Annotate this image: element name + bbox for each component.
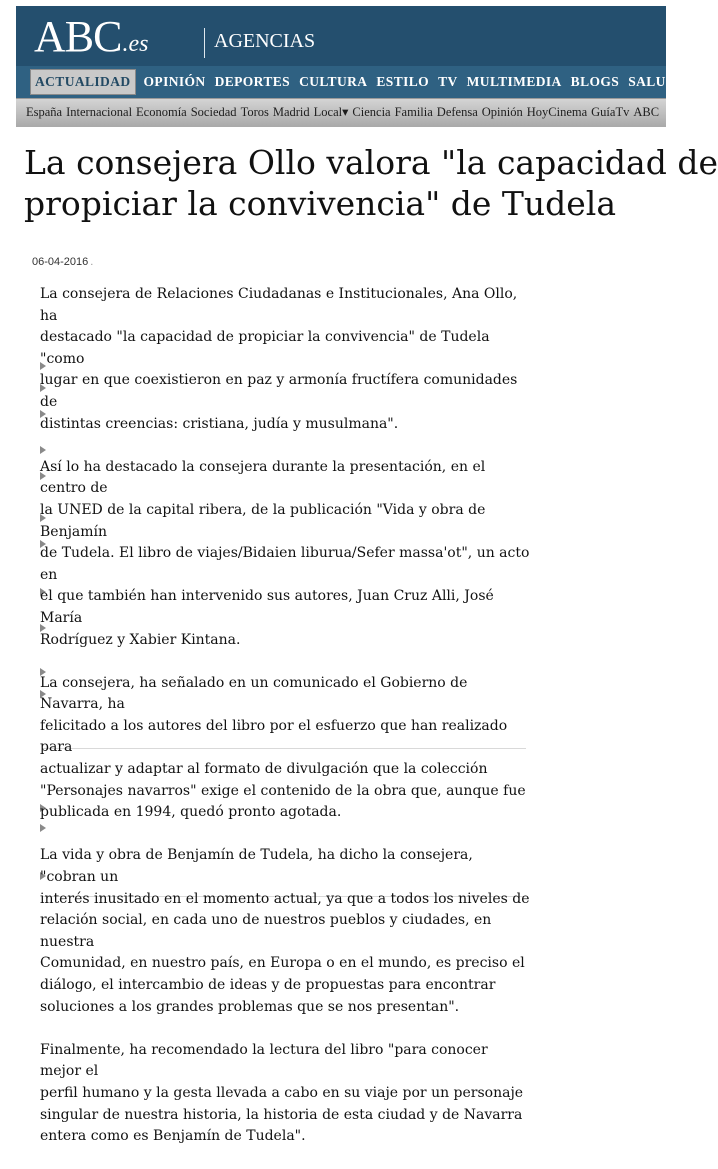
article-title [24,142,718,224]
article-date-value: 06-04-2016 [32,256,89,268]
text-line: de Tudela. El libro de viajes/Bidaien liburua/Sefer massa'ot", un acto en [40,545,530,583]
subnav-item-opinion[interactable]: Opinión [481,105,523,119]
text-line: Así lo ha destacado la consejera durante la presentación, en el centro de [40,458,486,497]
nav-item-opinion[interactable]: OPINIÓN [143,74,206,89]
text-line: relación social, en cada uno de nuestros pueblos y ciudades, en nuestra [40,912,492,950]
article-title-line-1: La consejera Ollo valora "la capacidad de [24,143,718,182]
subnav-item-sociedad[interactable]: Sociedad [190,105,237,119]
nav-item-deportes[interactable]: DEPORTES [214,74,291,89]
nav-item-cultura[interactable]: CULTURA [299,74,368,89]
text-line: actualizar y adaptar al formato de divulgación que la colección [40,761,488,778]
text-line: Comunidad, en nuestro país, en Europa o en el mundo, es preciso el [40,955,525,972]
subnav-item-madrid[interactable]: Madrid [272,105,310,119]
article-paragraph [40,673,530,824]
article-paragraph [40,284,530,435]
nav-item-actualidad[interactable]: ACTUALIDAD [30,69,136,95]
main-nav [16,66,705,98]
nav-item-salud[interactable]: SALUD [628,74,676,89]
header-divider [204,28,205,58]
subnav-item-abc[interactable]: ABC [633,105,660,119]
section-title[interactable]: AGENCIAS [214,30,316,52]
subnav-item-local[interactable]: Local▾ [313,105,349,119]
nav-item-tv[interactable]: TV [438,74,458,89]
text-line: distintas creencias: cristiana, judía y musulmana". [40,415,399,432]
text-line: Rodríguez y Xabier Kintana. [40,631,241,648]
text-line: La consejera, ha señalado en un comunicado el Gobierno de Navarra, ha [40,674,468,713]
logo-suffix: .es [122,31,149,57]
nav-item-multimedia[interactable]: MULTIMEDIA [466,74,562,89]
text-line: "Personajes navarros" exige el contenido de la obra que, aunque fue [40,782,526,799]
text-line: el que también han intervenido sus autores, Juan Cruz Alli, José María [40,588,494,626]
article-body [40,284,530,1169]
text-line: interés inusitado en el momento actual, ya que a todos los niveles de [40,890,530,907]
subnav-item-internacional[interactable]: Internacional [66,105,133,119]
abc-logo[interactable] [34,12,148,69]
text-line: felicitado a los autores del libro por el esfuerzo que han realizado para [40,717,508,756]
nav-item-ab[interactable]: AB [684,74,705,89]
text-line: soluciones a los grandes problemas que se nos presentan". [40,998,460,1015]
site-header [16,6,666,66]
subnav-item-economia[interactable]: Economía [136,105,187,119]
text-line: perfil humano y la gesta llevada a cabo en su viaje por un personaje [40,1084,524,1101]
text-line: publicada en 1994, quedó pronto agotada. [40,804,342,821]
article-title-line-2: propiciar la convivencia" de Tudela [24,184,617,223]
text-line: destacado "la capacidad de propiciar la convivencia" de Tudela "como [40,329,490,367]
logo-main: ABC [34,12,122,61]
text-line: La vida y obra de Benjamín de Tudela, ha dicho la consejera, "cobran un [40,847,473,886]
nav-item-blogs[interactable]: BLOGS [570,74,620,89]
text-line: lugar en que coexistieron en paz y armonía fructífera comunidades de [40,372,518,410]
subnav-item-toros[interactable]: Toros [240,105,269,119]
text-line: Finalmente, ha recomendado la lectura del libro "para conocer mejor el [40,1041,488,1080]
article-paragraph [40,457,530,651]
subnav-item-familia[interactable]: Familia [394,105,433,119]
subnav-item-hoycinema[interactable]: HoyCinema [526,105,588,119]
subnav-item-defensa[interactable]: Defensa [436,105,478,119]
subnav-item-guiatv[interactable]: GuíaTv [591,105,630,119]
text-line: La consejera de Relaciones Ciudadanas e Institucionales, Ana Ollo, ha [40,286,518,324]
article-date [32,256,93,268]
text-line: entera como es Benjamín de Tudela". [40,1128,306,1145]
nav-item-estilo[interactable]: ESTILO [376,74,430,89]
sub-nav [16,98,666,127]
article-paragraph [40,1040,530,1148]
text-line: diálogo, el intercambio de ideas y de propuestas para encontrar [40,977,496,993]
text-line: la UNED de la capital ribera, de la publicación "Vida y obra de Benjamín [40,501,486,540]
article-paragraph [40,845,530,1018]
subnav-item-ciencia[interactable]: Ciencia [352,105,391,119]
article-date-suffix: . [90,256,94,268]
subnav-item-espana[interactable]: España [26,105,63,119]
text-line: singular de nuestra historia, la historia de esta ciudad y de Navarra [40,1106,523,1123]
